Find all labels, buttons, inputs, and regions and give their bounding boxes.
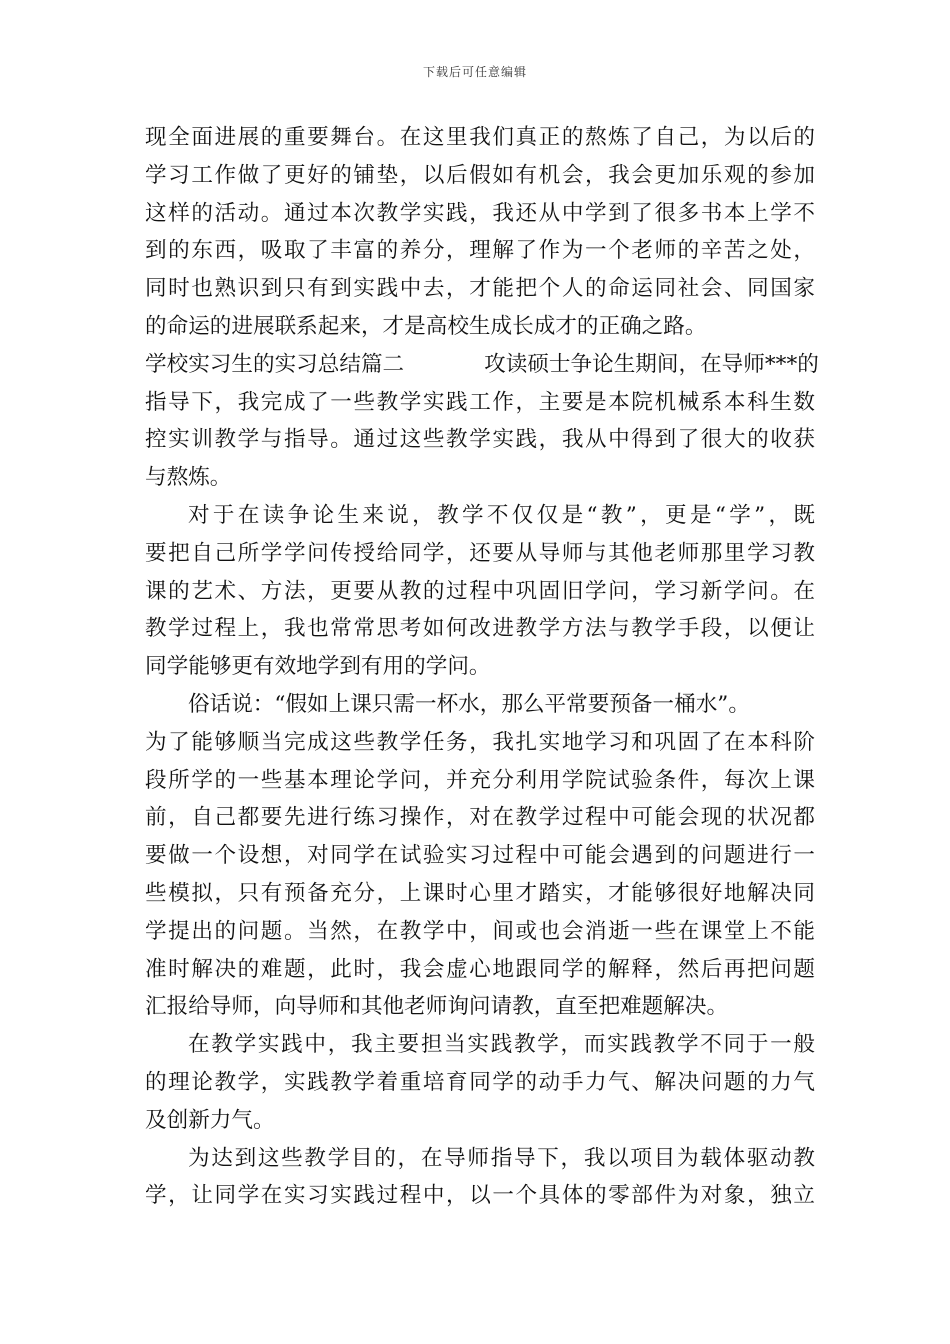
text-line: 到的东西，吸取了丰富的养分，理解了作为一个老师的辛苦之处， [145, 238, 815, 264]
text-line: 在教学实践中，我主要担当实践教学，而实践教学不同于一般 [188, 1032, 815, 1058]
text-line: 现全面进展的重要舞台。在这里我们真正的熬炼了自己，为以后的 [145, 125, 815, 150]
text-line: 同时也熟识到只有到实践中去，才能把个人的命运同社会、同国家 [145, 276, 815, 302]
text-line: 学，让同学在实习实践过程中，以一个具体的零部件为对象，独立 [145, 1183, 815, 1209]
text-fragment: 攻读硕士争论生期间，在导师***的 [484, 351, 819, 377]
text-line: 与熬炼。 [145, 465, 232, 491]
text-line: 学提出的问题。当然，在教学中，间或也会消逝一些在课堂上不能 [145, 918, 815, 944]
paragraph-5 [145, 1026, 815, 1139]
text-line: 对于在读争论生来说，教学不仅仅是“教”，更是“学”，既 [188, 502, 815, 528]
text-line: 学习工作做了更好的铺垫，以后假如有机会，我会更加乐观的参加 [145, 162, 815, 188]
text-line: 的命运的进展联系起来，才是高校生成长成才的正确之路。 [145, 313, 707, 339]
text-line: 要做一个设想，对同学在试验实习过程中可能会遇到的问题进行一 [145, 843, 815, 869]
text-line: 些模拟，只有预备充分，上课时心里才踏实，才能够很好地解决同 [145, 880, 815, 906]
text-line: 指导下，我完成了一些教学实践工作，主要是本院机械系本科生数 [145, 389, 815, 415]
document-body [145, 119, 819, 1215]
text-line: 控实训教学与指导。通过这些教学实践，我从中得到了很大的收获 [145, 427, 815, 453]
text-line: 段所学的一些基本理论学问，并充分利用学院试验条件，每次上课 [145, 767, 815, 793]
text-line: 这样的活动。通过本次教学实践，我还从中学到了很多书本上学不 [145, 200, 815, 226]
text-line: 教学过程上，我也常常思考如何改进教学方法与教学手段，以便让 [145, 616, 815, 642]
section-title-line [145, 346, 819, 384]
text-line: 及创新力气。 [145, 1107, 275, 1133]
paragraph-6 [145, 1140, 815, 1216]
text-line: 前，自己都要先进行练习操作，对在教学过程中可能会现的状况都 [145, 805, 815, 831]
paragraph-4 [145, 686, 815, 1026]
text-line: 的理论教学，实践教学着重培育同学的动手力气、解决问题的力气 [145, 1069, 815, 1095]
text-line: 汇报给导师，向导师和其他老师询问请教，直至把难题解决。 [145, 994, 729, 1020]
page-header: 下载后可任意编辑 [422, 65, 527, 79]
paragraph-2 [145, 346, 819, 497]
paragraph-1 [145, 119, 815, 346]
section-title: 学校实习生的实习总结篇二 [145, 351, 405, 377]
text-line: 要把自己所学学问传授给同学，还要从导师与其他老师那里学习教 [145, 540, 815, 566]
text-line: 为达到这些教学目的，在导师指导下，我以项目为载体驱动教 [188, 1145, 815, 1171]
text-line: 课的艺术、方法，更要从教的过程中巩固旧学问，学习新学问。在 [145, 578, 815, 604]
text-line: 为了能够顺当完成这些教学任务，我扎实地学习和巩固了在本科阶 [145, 729, 815, 755]
text-line: 俗话说：“假如上课只需一杯水，那么平常要预备一桶水”。 [188, 691, 750, 717]
paragraph-3 [145, 497, 815, 686]
text-line: 准时解决的难题，此时，我会虚心地跟同学的解释，然后再把问题 [145, 956, 815, 982]
text-line: 同学能够更有效地学到有用的学问。 [145, 654, 491, 680]
